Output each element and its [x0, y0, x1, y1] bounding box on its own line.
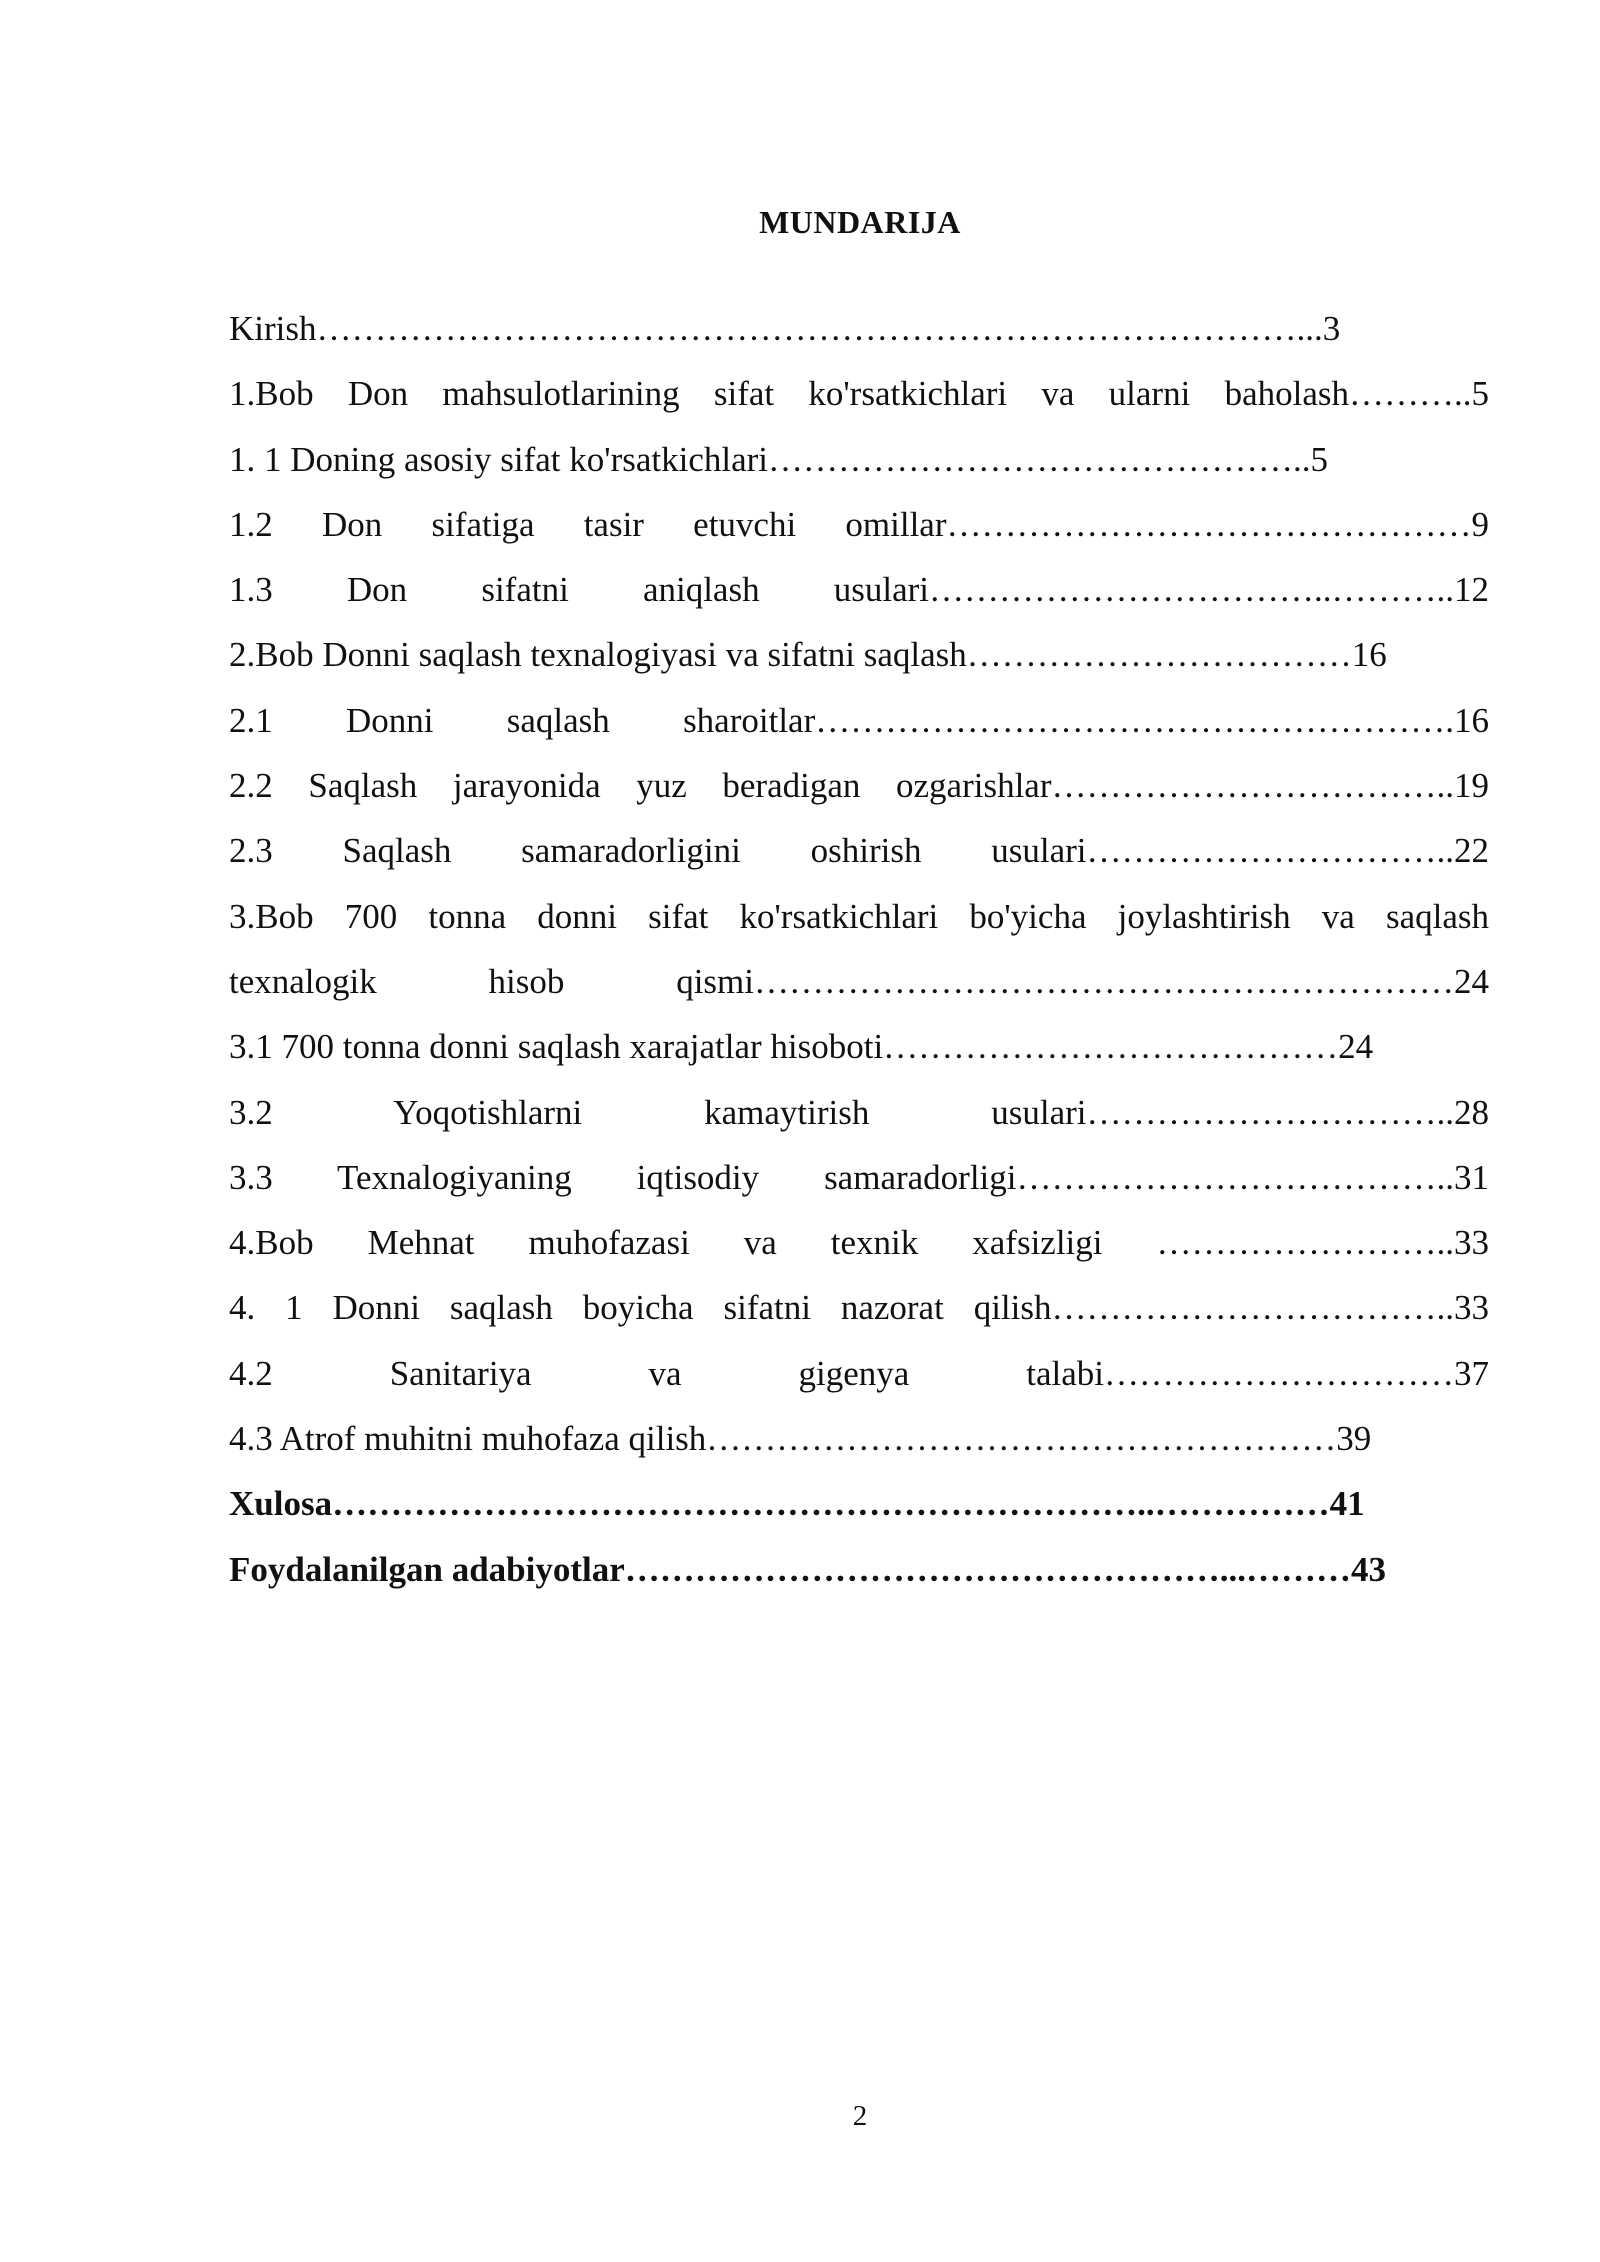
toc-entry-chapter-4: 4.Bob Mehnat muhofazasi va texnik xafsizligi ……………………..33: [229, 1223, 1489, 1263]
toc-entry-2-3: 2.3 Saqlash samaradorligini oshirish usulari…………………………..22: [229, 831, 1489, 871]
table-of-contents: [229, 296, 1489, 1602]
toc-entry-4-1: 4. 1 Donni saqlash boyicha sifatni nazorat qilish……………………………..33: [229, 1288, 1489, 1328]
toc-entry-3-1: 3.1 700 tonna donni saqlash xarajatlar hisoboti…………………………………24: [229, 1027, 1374, 1067]
toc-entry-1-3: 1.3 Don sifatni aniqlash usulari……………………………..………..12: [229, 570, 1489, 610]
toc-entry-chapter-1: 1.Bob Don mahsulotlarining sifat ko'rsatkichlari va ularni baholash………..5: [229, 374, 1489, 414]
toc-entry-1-1: 1. 1 Doning asosiy sifat ko'rsatkichlari………………………………………..5: [229, 439, 1328, 479]
page-title: MUNDARIJA: [759, 204, 961, 240]
toc-entry-2-2: 2.2 Saqlash jarayonida yuz beradigan ozgarishlar……………………………..19: [229, 766, 1489, 806]
toc-entry-chapter-3-continued: texnalogik hisob qismi……………………………………………………24: [229, 961, 1489, 1001]
toc-entry-3-2: 3.2 Yoqotishlarni kamaytirish usulari…………………………..28: [229, 1092, 1489, 1132]
toc-entry-chapter-3: 3.Bob 700 tonna donni sifat ko'rsatkichlari bo'yicha joylashtirish va saqlash: [229, 896, 1489, 936]
page-number: 2: [852, 2100, 868, 2132]
toc-entry-2-1: 2.1 Donni saqlash sharoitlar……………………………………………….16: [229, 700, 1489, 740]
toc-entry-adabiyotlar: Foydalanilgan adabiyotlar……………………………………………...………43: [229, 1549, 1387, 1589]
toc-entry-4-2: 4.2 Sanitariya va gigenya talabi…………………………37: [229, 1353, 1489, 1393]
toc-entry-3-3: 3.3 Texnalogiyaning iqtisodiy samaradorligi………………………………..31: [229, 1157, 1489, 1197]
toc-entry-xulosa: Xulosa……………………………………………………………..……………41: [229, 1484, 1365, 1524]
toc-entry-kirish: Kirish…………………………………………………………………………...3: [229, 309, 1341, 348]
toc-entry-4-3: 4.3 Atrof muhitni muhofaza qilish………………………………………………39: [229, 1419, 1372, 1459]
toc-entry-chapter-2: 2.Bob Donni saqlash texnalogiyasi va sifatni saqlash……………………………16: [229, 635, 1387, 675]
toc-entry-1-2: 1.2 Don sifatiga tasir etuvchi omillar………………………………………9: [229, 504, 1489, 544]
